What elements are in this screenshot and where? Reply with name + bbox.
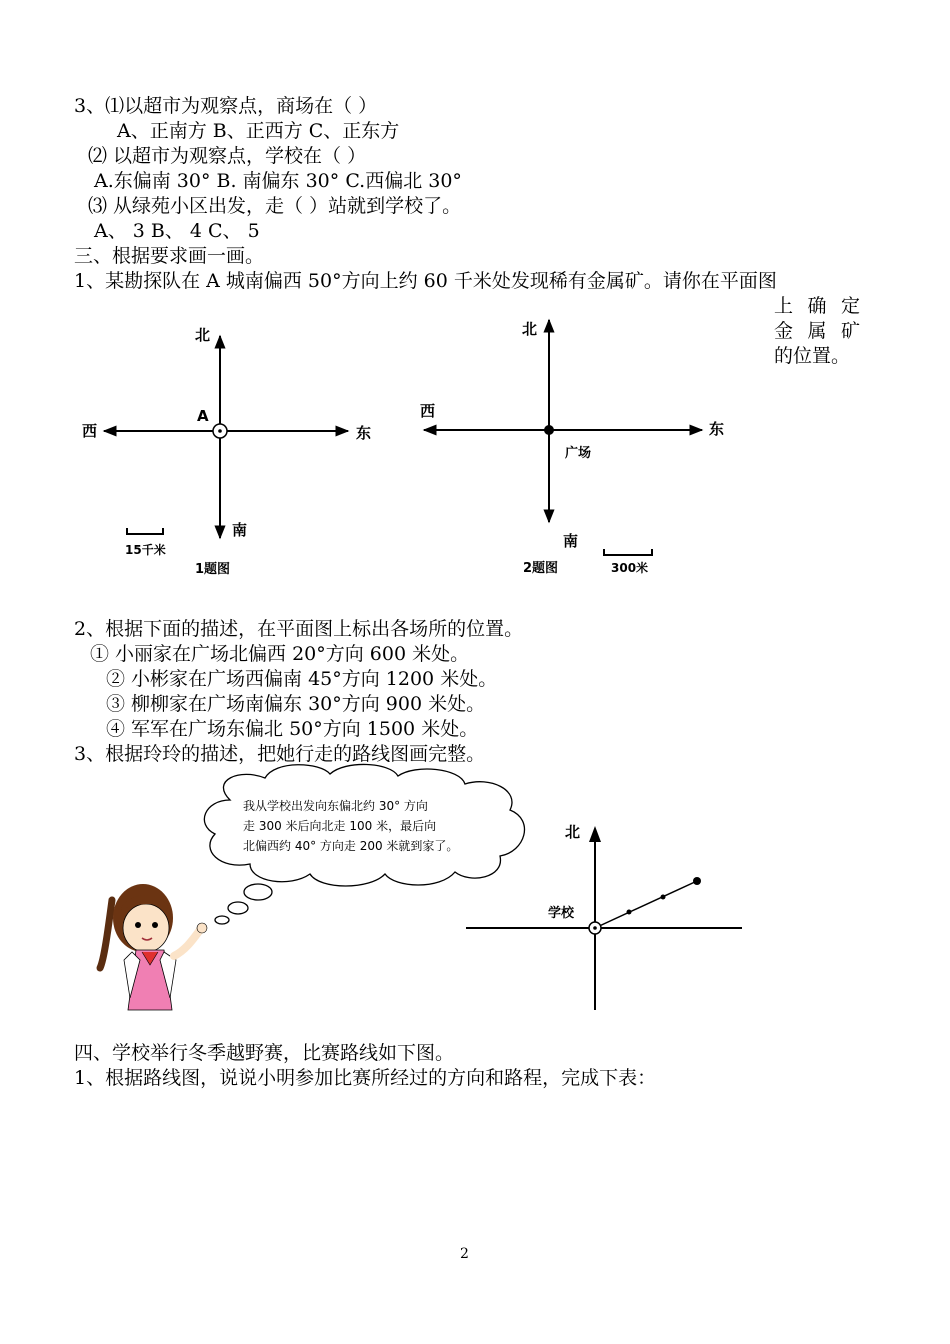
fig2-scale-bar bbox=[604, 549, 652, 555]
fig1-east-label: 东 bbox=[356, 424, 372, 442]
fig1-scale-label: 15千米 bbox=[125, 543, 166, 557]
fig2-north-label: 北 bbox=[522, 320, 538, 338]
section3-q2-item-1: ① 小丽家在广场北偏西 20°方向 600 米处。 bbox=[90, 643, 470, 665]
page-number: 2 bbox=[460, 1246, 469, 1262]
q3-p3: ⑶ 从绿苑小区出发，走（ ）站就到学校了。 bbox=[88, 195, 462, 217]
route-figure bbox=[0, 760, 950, 1020]
section3-q1-wrap-1: 上确定 bbox=[774, 295, 860, 317]
fig2-east-label: 东 bbox=[709, 420, 725, 438]
q3-p3-options: A、 3 B、 4 C、 5 bbox=[94, 220, 260, 242]
figure-2 bbox=[420, 320, 724, 576]
fig2-scale-label: 300米 bbox=[611, 561, 649, 575]
section3-q3-title: 3、根据玲玲的描述，把她行走的路线图画完整。 bbox=[74, 743, 486, 765]
fig2-center-dot bbox=[544, 425, 554, 435]
section3-q2-title: 2、根据下面的描述，在平面图上标出各场所的位置。 bbox=[74, 618, 524, 640]
section3-title: 三、根据要求画一画。 bbox=[74, 245, 265, 267]
section3-q1-line1: 1、某勘探队在 A 城南偏西 50°方向上约 60 千米处发现稀有金属矿。请你在平面图 bbox=[74, 270, 777, 292]
bubble-line-2: 走 300 米后向北走 100 米，最后向 bbox=[243, 819, 437, 833]
fig2-south-label: 南 bbox=[563, 532, 579, 550]
section3-q1-wrap-3: 的位置。 bbox=[774, 345, 851, 367]
girl-illustration bbox=[100, 884, 207, 1010]
fig1-scale-bar bbox=[127, 528, 163, 534]
route-tick-2 bbox=[661, 895, 666, 900]
q3-p1-options: A、正南方 B、正西方 C、正东方 bbox=[117, 120, 400, 142]
route-segment-1 bbox=[595, 881, 697, 928]
section4-title: 四、学校举行冬季越野赛，比赛路线如下图。 bbox=[74, 1042, 455, 1064]
compass-figures bbox=[0, 300, 950, 590]
route-school-label: 学校 bbox=[548, 906, 575, 921]
fig2-center-label: 广场 bbox=[565, 446, 592, 461]
fig1-caption: 1题图 bbox=[195, 562, 231, 577]
q3-p2-options: A.东偏南 30° B. 南偏东 30° C.西偏北 30° bbox=[94, 170, 462, 192]
route-north-label: 北 bbox=[565, 823, 581, 841]
fig1-center-label: A bbox=[197, 407, 209, 425]
q3-title: 3、⑴以超市为观察点，商场在（ ） bbox=[74, 95, 378, 117]
bubble-line-1: 我从学校出发向东偏北约 30° 方向 bbox=[243, 799, 428, 813]
section3-q1-wrap-2: 金属矿 bbox=[774, 320, 860, 342]
fig1-south-label: 南 bbox=[232, 521, 248, 539]
fig1-west-label: 西 bbox=[82, 422, 98, 440]
section3-q2-item-2: ② 小彬家在广场西偏南 45°方向 1200 米处。 bbox=[106, 668, 498, 690]
section4-q1: 1、根据路线图，说说小明参加比赛所经过的方向和路程，完成下表： bbox=[74, 1067, 657, 1089]
figure-1 bbox=[82, 326, 371, 577]
fig1-north-label: 北 bbox=[195, 326, 211, 344]
route-north-arrowhead bbox=[589, 826, 601, 842]
q3-p2: ⑵ 以超市为观察点，学校在（ ） bbox=[88, 145, 367, 167]
fig2-caption: 2题图 bbox=[523, 561, 559, 576]
section3-q2-item-4: ④ 军军在广场东偏北 50°方向 1500 米处。 bbox=[106, 718, 479, 740]
fig2-west-label: 西 bbox=[420, 402, 436, 420]
section3-q2-item-3: ③ 柳柳家在广场南偏东 30°方向 900 米处。 bbox=[106, 693, 486, 715]
route-tick-1 bbox=[627, 910, 632, 915]
bubble-line-3: 北偏西约 40° 方向走 200 米就到家了。 bbox=[243, 839, 459, 853]
route-point-end bbox=[693, 877, 701, 885]
